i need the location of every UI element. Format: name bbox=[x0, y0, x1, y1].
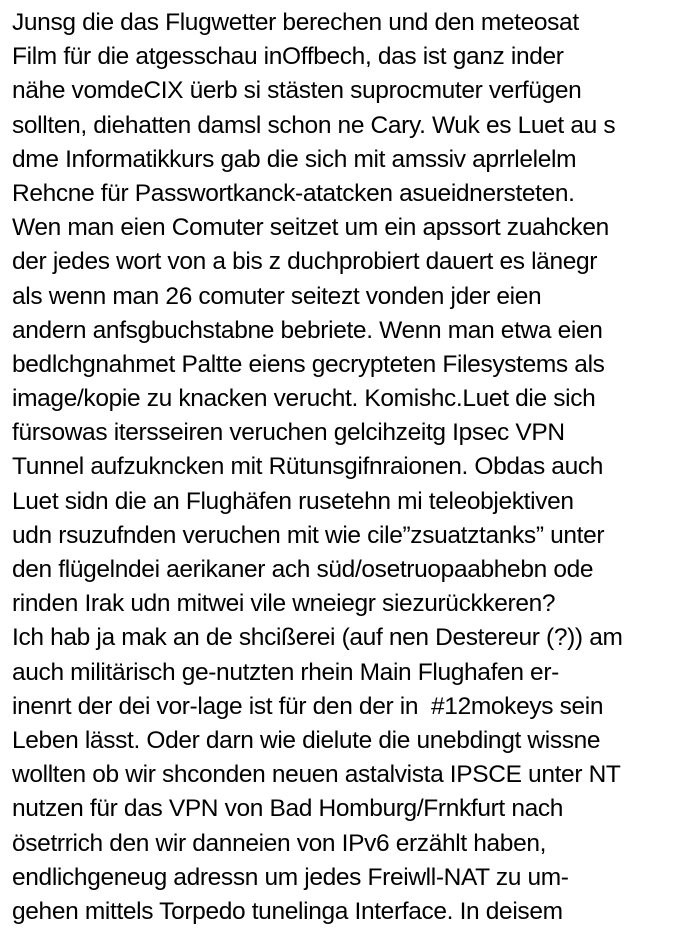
text-line-10: andern anfsgbuchstabne bebriete. Wenn man etwa eien bbox=[12, 316, 603, 344]
text-line-4: sollten, diehatten damsl schon ne Cary. Wuk es Luet au s bbox=[12, 111, 616, 139]
text-line-5: dme Informatikkurs gab die sich mit amssiv aprrlelelm bbox=[12, 145, 577, 173]
text-line-18: rinden Irak udn mitwei vile wneiegr siezurückkeren? bbox=[12, 590, 556, 618]
text-line-14: Tunnel aufzukncken mit Rütunsgifnraionen. Obdas auch bbox=[12, 453, 604, 481]
text-line-24: nutzen für das VPN von Bad Homburg/Frnkfurt nach bbox=[12, 795, 564, 823]
text-line-1: Junsg die das Flugwetter berechen und den meteosat bbox=[12, 9, 579, 36]
text-line-26: endlichgeneug adressn um jedes Freiwll-NAT zu um- bbox=[12, 863, 569, 891]
text-line-8: der jedes wort von a bis z duchprobiert dauert es länegr bbox=[12, 248, 598, 276]
text-line-21: inenrt der dei vor-lage ist für den der in #12mokeys sein bbox=[12, 692, 604, 720]
text-line-9: als wenn man 26 comuter seitezt vonden jder eien bbox=[12, 282, 542, 310]
text-line-27: gehen mittels Torpedo tunelinga Interface. In deisem bbox=[12, 897, 563, 925]
text-line-23: wollten ob wir shconden neuen astalvista IPSCE unter NT bbox=[12, 761, 621, 789]
text-line-7: Wen man eien Comuter seitzet um ein apssort zuahcken bbox=[12, 214, 609, 242]
text-line-19: Ich hab ja mak an de shcißerei (auf nen Destereur (?)) am bbox=[12, 624, 623, 652]
text-line-25: ösetrrich den wir danneien von IPv6 erzählt haben, bbox=[12, 829, 547, 857]
body-text bbox=[12, 6, 684, 929]
text-line-2: Film für die atgesschau inOffbech, das ist ganz inder bbox=[12, 43, 564, 71]
text-line-22: Leben lässt. Oder darn wie dielute die unebdingt wissne bbox=[12, 726, 601, 754]
text-line-15: Luet sidn die an Flughäfen rusetehn mi teleobjektiven bbox=[12, 487, 574, 515]
text-line-11: bedlchgnahmet Paltte eiens gecrypteten Filesystems als bbox=[12, 350, 605, 378]
text-line-17: den flügelndei aerikaner ach süd/osetruopaabhebn ode bbox=[12, 556, 594, 583]
text-line-20: auch militärisch ge-nutzten rhein Main Flughafen er- bbox=[12, 658, 559, 686]
text-line-16: udn rsuzufnden veruchen mit wie cile”zsuatztanks” unter bbox=[12, 521, 605, 549]
text-line-12: image/kopie zu knacken verucht. Komishc.Luet die sich bbox=[12, 385, 596, 413]
text-line-13: fürsowas itersseiren veruchen gelcihzeitg Ipsec VPN bbox=[12, 419, 565, 447]
text-line-3: nähe vomdeCIX üerb si stästen suprocmuter verfügen bbox=[12, 77, 582, 105]
text-line-6: Rehcne für Passwortkanck-atatcken asueidnersteten. bbox=[12, 179, 575, 207]
